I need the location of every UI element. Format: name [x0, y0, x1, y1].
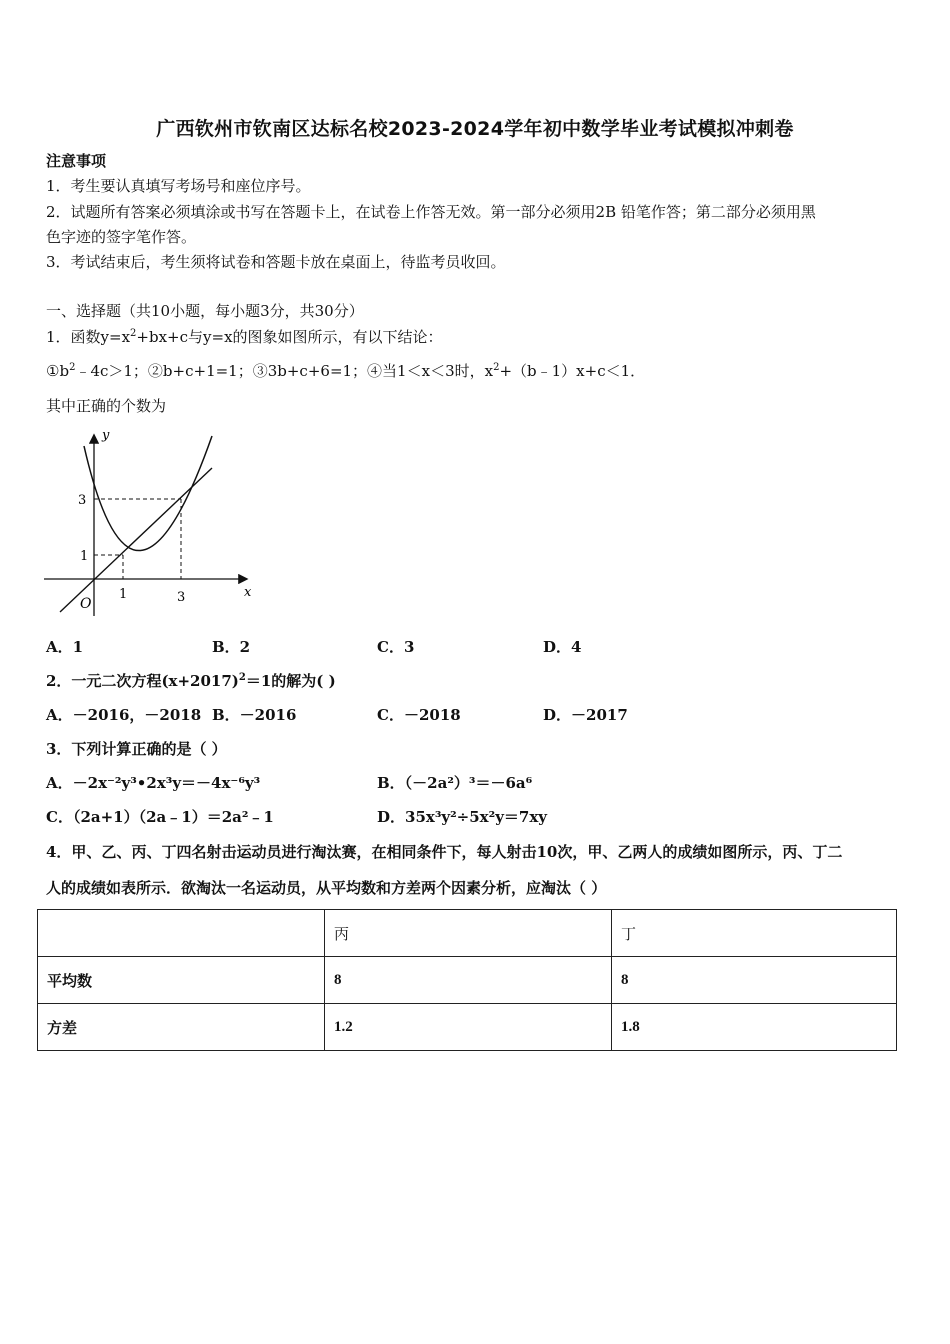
q2-option-a: A．－2016，－2018: [46, 706, 202, 724]
q1-conclusions: $①b^2﹣4c>1$；②b+c+1=1；③3b+c+6=1；④当1＜x＜3时，$x^2+(b﹣1)x+c<1$．: [46, 362, 646, 380]
q1-option-d: D．4: [543, 638, 582, 656]
y-tick-label: 3: [78, 493, 87, 508]
q1-prompt: 其中正确的个数为: [46, 397, 167, 415]
notice-item: 2．试题所有答案必须填涂或书写在答题卡上，在试卷上作答无效。第一部分必须用2B 铅笔作答；第二部分必须用黑: [46, 203, 816, 221]
q3-option-d: D．35x³y²÷5x²y＝7xy: [377, 808, 548, 826]
q3-option-a: A．－2x⁻²y³•2x³y＝－4x⁻⁶y³: [46, 774, 261, 792]
q2-option-b: B．－2016: [212, 706, 297, 724]
origin-label: O: [80, 596, 92, 612]
q1-option-c: C．3: [377, 638, 415, 656]
notice-item: 3．考试结束后，考生须将试卷和答题卡放在桌面上，待监考员收回。: [46, 253, 506, 271]
x-axis-label: x: [244, 585, 252, 600]
line-y-equals-x: [60, 468, 212, 612]
table-header-cell: 丁: [612, 910, 897, 957]
table-header-cell: 丙: [325, 910, 612, 957]
x-tick-label: 3: [177, 590, 186, 605]
table-header-row: [38, 910, 897, 957]
q1-option-a: A．1: [46, 638, 84, 656]
table-cell: 1.2: [325, 1004, 612, 1051]
x-tick-label: 1: [119, 587, 128, 602]
exam-title: 广西钦州市钦南区达标名校2023-2024学年初中数学毕业考试模拟冲刺卷: [156, 118, 794, 140]
q2-option-c: C．－2018: [377, 706, 461, 724]
q3-option-b: B．（－2a²）³＝－6a⁶: [377, 774, 533, 792]
table-cell: 1.8: [612, 1004, 897, 1051]
parabola-curve: [84, 436, 212, 551]
table-row: [38, 1004, 897, 1051]
table-header-cell: [38, 910, 325, 957]
q1-option-b: B．2: [212, 638, 251, 656]
table-row: [38, 957, 897, 1004]
q1-stem: 1．函数$y=x^2+bx+c$与y=x的图象如图所示，有以下结论：: [46, 328, 443, 346]
q4-score-table: [37, 909, 897, 1051]
notice-heading: 注意事项: [46, 152, 107, 170]
q1-function-graph: [40, 424, 260, 620]
table-cell: 方差: [38, 1004, 325, 1051]
q3-option-c: C．（2a+1）（2a﹣1）＝2a²﹣1: [46, 808, 274, 826]
notice-item: 1．考生要认真填写考场号和座位序号。: [46, 177, 311, 195]
section-heading: 一、选择题（共10小题，每小题3分，共30分）: [46, 302, 364, 320]
notice-item: 色字迹的签字笔作答。: [46, 228, 197, 246]
y-axis-label: y: [102, 428, 110, 443]
table-cell: 8: [612, 957, 897, 1004]
q4-stem-line2: 人的成绩如表所示．欲淘汰一名运动员，从平均数和方差两个因素分析，应淘汰（ ）: [46, 879, 607, 897]
q2-option-d: D．－2017: [543, 706, 628, 724]
q2-stem: 2．一元二次方程$(x+2017)^2=1$的解为( ): [46, 672, 336, 690]
table-cell: 8: [325, 957, 612, 1004]
q4-stem-line1: 4．甲、乙、丙、丁四名射击运动员进行淘汰赛，在相同条件下，每人射击10次，甲、乙两人的成绩如图所示，丙、丁二: [46, 843, 843, 861]
table-cell: 平均数: [38, 957, 325, 1004]
q3-stem: 3．下列计算正确的是（ ）: [46, 740, 227, 758]
y-tick-label: 1: [80, 549, 89, 564]
